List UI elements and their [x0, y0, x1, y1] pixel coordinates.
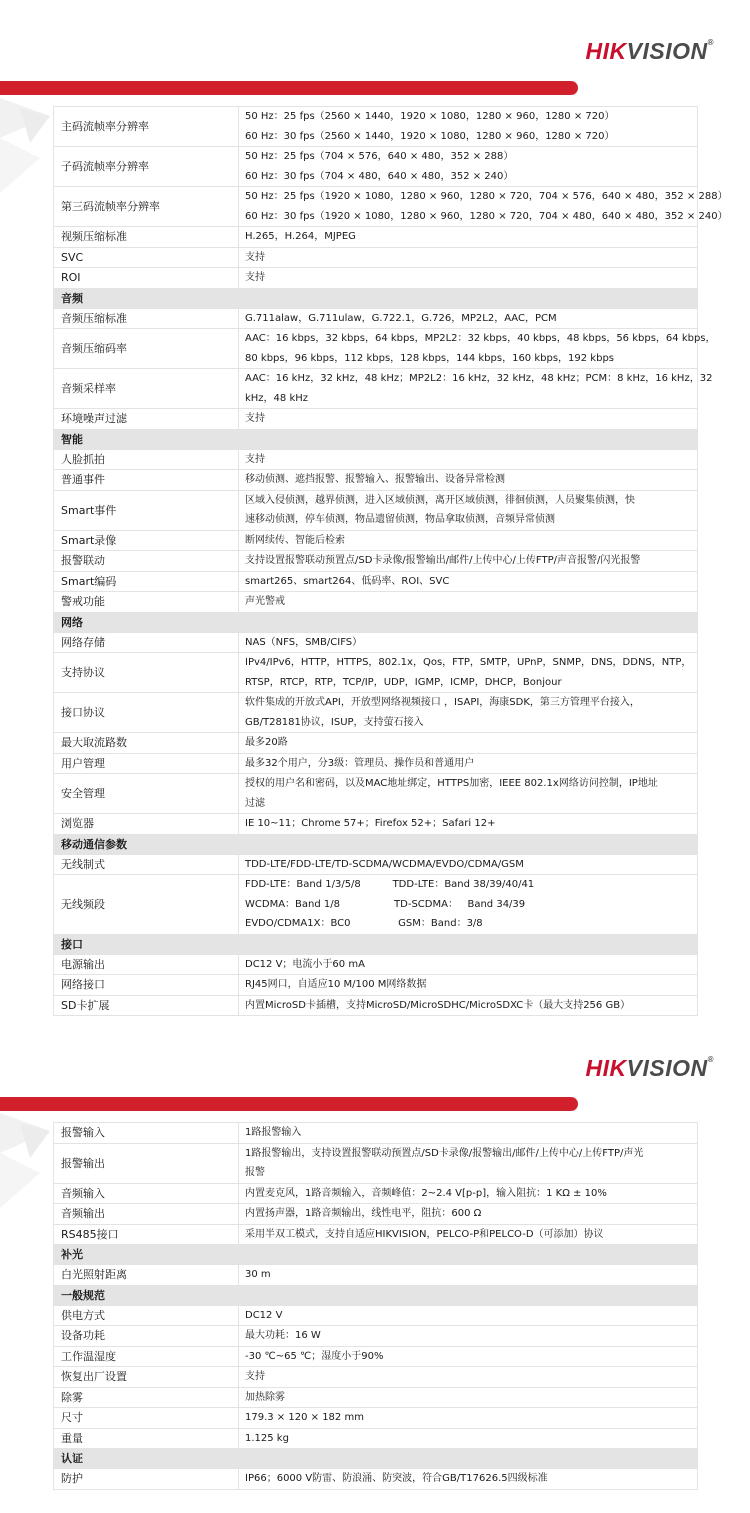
spec-value — [239, 1204, 698, 1225]
spec-row — [54, 490, 698, 530]
spec-value-line: 80 kbps，96 kbps，112 kbps，128 kbps，144 kbps，160 kbps，192 kbps — [245, 352, 615, 364]
spec-row — [54, 308, 698, 329]
spec-value — [239, 187, 728, 227]
spec-value — [239, 774, 698, 814]
spec-row — [54, 854, 698, 875]
spec-label: 供电方式 — [54, 1305, 239, 1326]
spec-value — [239, 693, 698, 733]
spec-label: 普通事件 — [54, 470, 239, 491]
spec-row — [54, 653, 698, 693]
spec-row — [54, 107, 698, 147]
spec-label: 环境噪声过滤 — [54, 409, 239, 430]
spec-row — [54, 995, 698, 1016]
section-header — [54, 934, 698, 954]
spec-value — [239, 1265, 698, 1286]
section-header — [54, 834, 698, 854]
spec-value-line: kHz，48 kHz — [245, 392, 309, 404]
spec-value — [239, 308, 698, 329]
spec-value — [239, 247, 698, 268]
spec-value — [239, 653, 698, 693]
spec-value-line: 1路报警输出，支持设置报警联动预置点/SD卡录像/报警输出/邮件/上传中心/上传FTP/声光 — [245, 1147, 644, 1159]
spec-value — [239, 1367, 698, 1388]
spec-label: Smart录像 — [54, 530, 239, 551]
spec-label: 网络存储 — [54, 632, 239, 653]
spec-label: 音频压缩码率 — [54, 329, 239, 369]
spec-value-line: IE 10~11；Chrome 57+；Firefox 52+；Safari 12+ — [245, 818, 496, 829]
section-title: 接口 — [54, 934, 698, 954]
spec-value-line: 支持 — [245, 453, 265, 465]
spec-value-line: 采用半双工模式，支持自适应HIKVISION，PELCO-P和PELCO-D（可添加）协议 — [245, 1228, 604, 1240]
spec-row — [54, 693, 698, 733]
spec-value-line: 断网续传、智能后检索 — [245, 534, 345, 546]
spec-value-line: 移动侦测、遮挡报警、报警输入、报警输出、设备异常检测 — [245, 474, 505, 485]
hikvision-logo: HIKVISION® — [585, 1055, 714, 1081]
spec-value-line: DC12 V — [245, 1309, 283, 1321]
spec-value-line: AAC：16 kbps，32 kbps，64 kbps，MP2L2：32 kbps，40 kbps，48 kbps，56 kbps，64 kbps， — [245, 333, 716, 344]
spec-label: 音频压缩标准 — [54, 308, 239, 329]
spec-label: 安全管理 — [54, 774, 239, 814]
spec-value — [239, 592, 698, 613]
spec-value-line: NAS（NFS，SMB/CIFS） — [245, 636, 363, 648]
spec-label: 警戒功能 — [54, 592, 239, 613]
spec-row — [54, 1346, 698, 1367]
spec-value — [239, 733, 698, 754]
spec-value — [239, 995, 698, 1016]
spec-label: 浏览器 — [54, 814, 239, 835]
section-title: 移动通信参数 — [54, 834, 698, 854]
spec-label: 无线频段 — [54, 875, 239, 935]
spec-label: 主码流帧率分辨率 — [54, 107, 239, 147]
section-title: 智能 — [54, 429, 698, 449]
spec-value-line: WCDMA：Band 1/8 TD-SCDMA： Band 34/39 — [245, 898, 526, 910]
spec-table-page-2 — [53, 1122, 698, 1490]
spec-row — [54, 369, 698, 409]
spec-row — [54, 1469, 698, 1490]
spec-value — [239, 854, 698, 875]
section-header — [54, 1285, 698, 1305]
spec-row — [54, 632, 698, 653]
spec-row — [54, 1408, 698, 1429]
decorative-triangles-icon — [0, 1113, 60, 1233]
spec-label: 视频压缩标准 — [54, 227, 239, 248]
spec-value — [239, 147, 698, 187]
spec-row — [54, 814, 698, 835]
spec-row — [54, 449, 698, 470]
spec-row — [54, 1326, 698, 1347]
spec-row — [54, 530, 698, 551]
spec-value-line: 内置麦克风，1路音频输入，音频峰值：2~2.4 V[p-p]，输入阻抗：1 KΩ ± 10% — [245, 1187, 607, 1199]
spec-value-line: 50 Hz：25 fps（2560 × 1440，1920 × 1080，1280 × 960，1280 × 720） — [245, 111, 615, 122]
spec-value — [239, 329, 716, 369]
spec-label: 无线制式 — [54, 854, 239, 875]
spec-value — [239, 1183, 698, 1204]
spec-value-line: 1.125 kg — [245, 1432, 289, 1444]
spec-value — [239, 975, 698, 996]
section-header — [54, 612, 698, 632]
section-title: 一般规范 — [54, 1285, 698, 1305]
spec-label: 网络接口 — [54, 975, 239, 996]
spec-label: 音频采样率 — [54, 369, 239, 409]
spec-label: 防护 — [54, 1469, 239, 1490]
spec-value-line: DC12 V；电流小于60 mA — [245, 958, 365, 970]
spec-row — [54, 1123, 698, 1144]
spec-label: 电源输出 — [54, 954, 239, 975]
spec-label: 白光照射距离 — [54, 1265, 239, 1286]
spec-row — [54, 1428, 698, 1449]
spec-value-line: TDD-LTE/FDD-LTE/TD-SCDMA/WCDMA/EVDO/CDMA/GSM — [245, 858, 524, 870]
spec-row — [54, 975, 698, 996]
spec-value — [239, 1408, 698, 1429]
spec-label: 音频输出 — [54, 1204, 239, 1225]
spec-label: RS485接口 — [54, 1224, 239, 1245]
header-red-bar — [0, 1097, 578, 1111]
spec-value-line: 过滤 — [245, 797, 265, 809]
spec-label: 接口协议 — [54, 693, 239, 733]
spec-value-line: 50 Hz：25 fps（704 × 576，640 × 480，352 × 288） — [245, 151, 514, 162]
hikvision-logo: HIKVISION® — [585, 38, 714, 64]
spec-value-line: 区域入侵侦测，越界侦测，进入区域侦测，离开区域侦测，徘徊侦测，人员聚集侦测，快 — [245, 494, 635, 506]
spec-label: SVC — [54, 247, 239, 268]
spec-label: 除雾 — [54, 1387, 239, 1408]
spec-row — [54, 247, 698, 268]
spec-value-line: RJ45网口，自适应10 M/100 M网络数据 — [245, 979, 427, 990]
spec-label: 设备功耗 — [54, 1326, 239, 1347]
spec-value — [239, 814, 698, 835]
spec-row — [54, 470, 698, 491]
spec-value-line: FDD-LTE：Band 1/3/5/8 TDD-LTE：Band 38/39/40/41 — [245, 879, 535, 890]
spec-value — [239, 1346, 698, 1367]
spec-label: 恢复出厂设置 — [54, 1367, 239, 1388]
spec-label: SD卡扩展 — [54, 995, 239, 1016]
spec-value-line: 授权的用户名和密码，以及MAC地址绑定，HTTPS加密，IEEE 802.1x网络访问控制，IP地址 — [245, 778, 658, 789]
section-header — [54, 1245, 698, 1265]
spec-value-line: 支持 — [245, 251, 265, 263]
spec-row — [54, 954, 698, 975]
spec-label: 人脸抓拍 — [54, 449, 239, 470]
spec-value — [239, 753, 698, 774]
spec-row — [54, 774, 698, 814]
spec-value — [239, 470, 698, 491]
spec-value — [239, 227, 698, 248]
spec-value — [239, 551, 698, 572]
spec-value — [239, 1143, 698, 1183]
spec-value-line: 最多20路 — [245, 737, 288, 748]
spec-value — [239, 1428, 698, 1449]
spec-row — [54, 1367, 698, 1388]
spec-value-line: 内置扬声器，1路音频输出，线性电平，阻抗：600 Ω — [245, 1208, 482, 1219]
section-header — [54, 288, 698, 308]
spec-value-line: 支持 — [245, 413, 265, 424]
spec-value — [239, 1305, 698, 1326]
spec-value-line: 60 Hz：30 fps（1920 × 1080，1280 × 960，1280 × 720，704 × 480，640 × 480，352 × 240） — [245, 210, 728, 222]
spec-label: 音频输入 — [54, 1183, 239, 1204]
spec-value — [239, 1387, 698, 1408]
spec-row — [54, 733, 698, 754]
spec-label: 子码流帧率分辨率 — [54, 147, 239, 187]
spec-row — [54, 1204, 698, 1225]
spec-row — [54, 268, 698, 289]
spec-row — [54, 1265, 698, 1286]
spec-value-line: 1路报警输入 — [245, 1127, 302, 1138]
spec-value — [239, 571, 698, 592]
header-red-bar — [0, 81, 578, 95]
spec-label: 工作温湿度 — [54, 1346, 239, 1367]
spec-row — [54, 1387, 698, 1408]
decorative-triangles-icon — [0, 98, 60, 218]
spec-value-line: 加热除雾 — [245, 1391, 285, 1403]
section-header — [54, 1449, 698, 1469]
spec-value-line: 内置MicroSD卡插槽，支持MicroSD/MicroSDHC/MicroSDXC卡（最大支持256 GB） — [245, 999, 631, 1011]
spec-value-line: 179.3 × 120 × 182 mm — [245, 1412, 364, 1423]
spec-value-line: smart265、smart264、低码率、ROI、SVC — [245, 575, 450, 587]
spec-value — [239, 530, 698, 551]
section-title: 网络 — [54, 612, 698, 632]
spec-label: 用户管理 — [54, 753, 239, 774]
spec-value — [239, 107, 698, 147]
section-title: 音频 — [54, 288, 698, 308]
spec-row — [54, 409, 698, 430]
spec-label: 最大取流路数 — [54, 733, 239, 754]
spec-value-line: -30 ℃~65 ℃；湿度小于90% — [245, 1350, 384, 1362]
spec-value-line: 30 m — [245, 1269, 271, 1280]
spec-value-line: 软件集成的开放式API，开放型网络视频接口 ，ISAPI，海康SDK，第三方管理平台接入， — [245, 697, 640, 708]
spec-value-line: 最大功耗：16 W — [245, 1330, 321, 1341]
spec-row — [54, 1305, 698, 1326]
spec-value — [239, 1469, 698, 1490]
spec-value — [239, 268, 698, 289]
spec-value-line: IPv4/IPv6，HTTP，HTTPS，802.1x，Qos，FTP，SMTP，UPnP，SNMP，DNS，DDNS，NTP， — [245, 657, 692, 668]
spec-row — [54, 592, 698, 613]
spec-row — [54, 187, 698, 227]
spec-row — [54, 1143, 698, 1183]
spec-value-line: 60 Hz：30 fps（704 × 480，640 × 480，352 × 240） — [245, 170, 514, 182]
spec-row — [54, 1224, 698, 1245]
spec-value — [239, 1123, 698, 1144]
spec-value-line: AAC：16 kHz，32 kHz，48 kHz；MP2L2：16 kHz，32 kHz，48 kHz；PCM：8 kHz，16 kHz，32 — [245, 373, 713, 384]
spec-row — [54, 147, 698, 187]
spec-label: 报警输入 — [54, 1123, 239, 1144]
spec-value-line: EVDO/CDMA1X：BC0 GSM：Band：3/8 — [245, 918, 483, 929]
spec-table-page-1 — [53, 106, 728, 1016]
spec-label: 尺寸 — [54, 1408, 239, 1429]
spec-row — [54, 875, 698, 935]
spec-value-line: 支持设置报警联动预置点/SD卡录像/报警输出/邮件/上传中心/上传FTP/声音报警/闪光报警 — [245, 555, 641, 566]
spec-value-line: 声光警戒 — [245, 596, 285, 607]
spec-value — [239, 1326, 698, 1347]
spec-page-2 — [0, 1043, 750, 1513]
spec-value-line: H.265，H.264，MJPEG — [245, 231, 356, 242]
spec-value — [239, 1224, 698, 1245]
spec-value-line: 支持 — [245, 272, 265, 283]
spec-label: Smart事件 — [54, 490, 239, 530]
spec-value-line: 报警 — [245, 1167, 265, 1178]
section-title: 认证 — [54, 1449, 698, 1469]
spec-row — [54, 1183, 698, 1204]
spec-label: 重量 — [54, 1428, 239, 1449]
spec-value-line: 50 Hz：25 fps（1920 × 1080，1280 × 960，1280 × 720，704 × 576，640 × 480，352 × 288） — [245, 191, 728, 202]
spec-value-line: 速移动侦测，停车侦测，物品遗留侦测，物品拿取侦测，音频异常侦测 — [245, 514, 555, 525]
spec-value — [239, 490, 698, 530]
spec-value — [239, 369, 713, 409]
spec-value-line: IP66；6000 V防雷、防浪涌、防突波，符合GB/T17626.5四级标准 — [245, 1473, 548, 1484]
spec-value-line: 支持 — [245, 1371, 265, 1382]
spec-label: 第三码流帧率分辨率 — [54, 187, 239, 227]
spec-value-line: 60 Hz：30 fps（2560 × 1440，1920 × 1080，1280 × 960，1280 × 720） — [245, 130, 615, 142]
section-header — [54, 429, 698, 449]
spec-label: 支持协议 — [54, 653, 239, 693]
spec-label: 报警联动 — [54, 551, 239, 572]
spec-value — [239, 449, 698, 470]
spec-value-line: GB/T28181协议，ISUP，支持萤石接入 — [245, 716, 424, 728]
spec-row — [54, 753, 698, 774]
spec-row — [54, 329, 698, 369]
spec-row — [54, 551, 698, 572]
spec-value-line: 最多32个用户，分3级：管理员、操作员和普通用户 — [245, 757, 475, 769]
section-title: 补光 — [54, 1245, 698, 1265]
spec-value — [239, 954, 698, 975]
spec-label: 报警输出 — [54, 1143, 239, 1183]
spec-label: Smart编码 — [54, 571, 239, 592]
spec-value-line: G.711alaw，G.711ulaw，G.722.1，G.726，MP2L2，AAC，PCM — [245, 312, 557, 324]
spec-value — [239, 409, 698, 430]
spec-value — [239, 632, 698, 653]
spec-value-line: RTSP，RTCP，RTP，TCP/IP，UDP，IGMP，ICMP，DHCP，Bonjour — [245, 676, 562, 688]
spec-value — [239, 875, 698, 935]
spec-row — [54, 571, 698, 592]
spec-label: ROI — [54, 268, 239, 289]
spec-row — [54, 227, 698, 248]
